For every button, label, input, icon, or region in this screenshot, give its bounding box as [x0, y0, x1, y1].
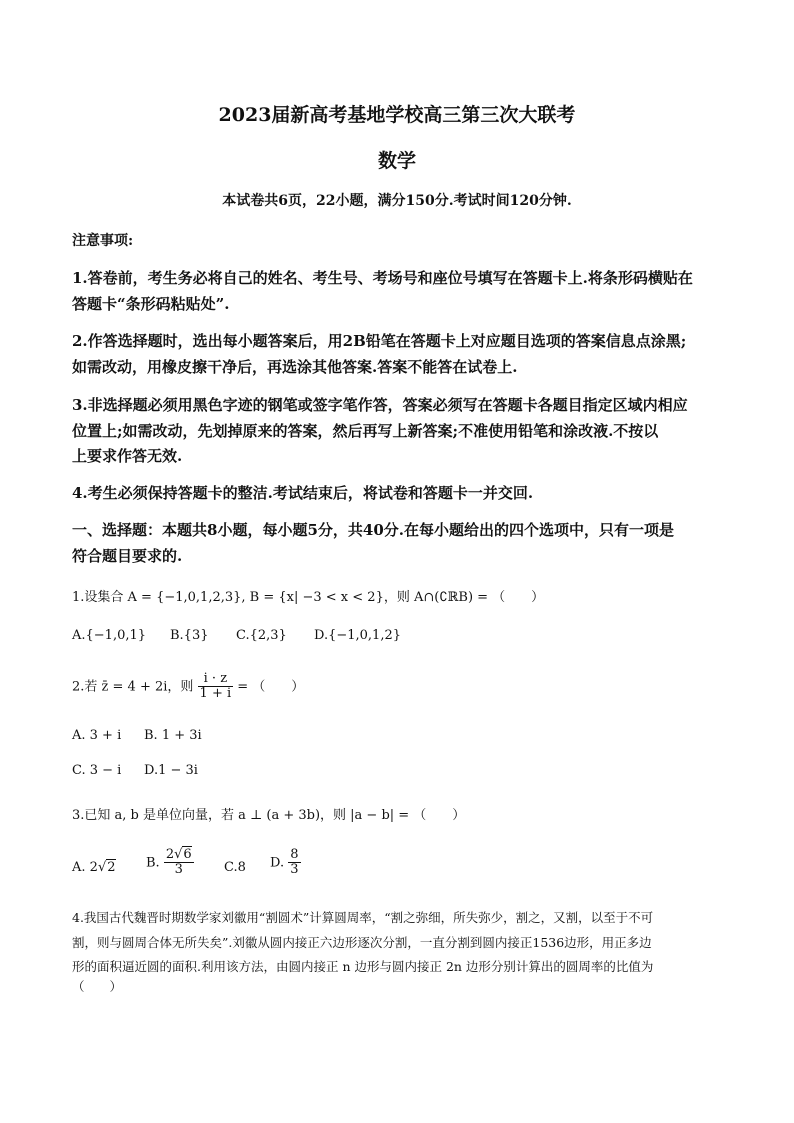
q1-option-d: D.{−1,0,1,2}	[314, 628, 402, 643]
q3-option-b	[146, 848, 194, 878]
q2-fraction-numerator: i · z	[198, 672, 234, 687]
q3-option-a-label: A. 2	[72, 860, 98, 875]
q1-stem: 1.设集合 A = {−1,0,1,2,3}, B = {x| −3 < x < 2}，则 A∩(∁ℝB) = （ ）	[72, 590, 545, 605]
exam-title: 2023届新高考基地学校高三第三次大联考	[218, 104, 576, 126]
note-1-line-2: 答题卡“条形码粘贴处”.	[72, 295, 230, 313]
note-3-line-2: 位置上;如需改动，先划掉原来的答案，然后再写上新答案;不准使用铅笔和涂改液.不按以	[72, 422, 659, 440]
q3-option-d-fraction	[288, 848, 300, 878]
q1-option-b: B.{3}	[170, 628, 209, 643]
q2-fraction	[198, 672, 234, 702]
q3-option-b-numerator: 2√6	[165, 847, 192, 862]
q1-option-c: C.{2,3}	[236, 628, 287, 643]
section-1-line-2: 符合题目要求的.	[72, 547, 183, 565]
q3-option-b-fraction	[164, 848, 194, 878]
q3-option-c: C.8	[224, 860, 246, 875]
q2-stem	[72, 672, 304, 702]
note-3-line-3: 上要求作答无效.	[72, 447, 183, 465]
q3-option-d-label: D.	[270, 855, 285, 871]
q4-line-4: （ ）	[72, 979, 123, 994]
q2-stem-post: = （ ）	[237, 679, 305, 695]
q2-fraction-denominator: 1 + i	[199, 686, 232, 702]
q3-option-d	[270, 848, 301, 878]
note-4: 4.考生必须保持答题卡的整洁.考试结束后，将试卷和答题卡一并交回.	[72, 484, 534, 502]
q3-stem: 3.已知 a, b 是单位向量，若 a ⊥ (a + 3b)，则 |a − b| = （ ）	[72, 808, 466, 823]
q3-option-d-numerator: 8	[290, 847, 299, 862]
q2-option-a: A. 3 + i	[72, 728, 122, 743]
notes-heading: 注意事项:	[72, 233, 134, 249]
q4-line-2: 割，则与圆周合体无所失矣”.刘徽从圆内接正六边形逐次分割，一直分割到圆内接正1536边形，用正多边	[72, 935, 652, 950]
q2-option-d: D.1 − 3i	[144, 763, 198, 778]
q4-line-1: 4.我国古代魏晋时期数学家刘徽用“割圆术”计算圆周率，“割之弥细，所失弥少，割之，又割，以至于不可	[72, 910, 654, 925]
q3-option-b-denominator: 3	[174, 862, 183, 878]
q3-option-b-label: B.	[146, 855, 160, 871]
q3-option-b-coef: 2	[165, 847, 175, 862]
q4-line-3: 形的面积逼近圆的面积.利用该方法，由圆内接正 n 边形与圆内接正 2n 边形分别计算出的圆周率的比值为	[72, 959, 654, 974]
note-3-line-1: 3.非选择题必须用黑色字迹的钢笔或签字笔作答，答案必须写在答题卡各题目指定区域内相应	[72, 396, 688, 414]
exam-info: 本试卷共6页，22小题，满分150分.考试时间120分钟.	[222, 193, 572, 209]
note-1-line-1: 1.答卷前，考生务必将自己的姓名、考生号、考场号和座位号填写在答题卡上.将条形码横贴在	[72, 269, 693, 287]
note-2-line-2: 如需改动，用橡皮擦干净后，再选涂其他答案.答案不能答在试卷上.	[72, 358, 518, 376]
q3-option-a: A. 2√2	[72, 860, 116, 875]
q3-option-d-denominator: 3	[290, 862, 299, 878]
q2-option-b: B. 1 + 3i	[144, 728, 202, 743]
q3-option-a-radicand: 2	[107, 860, 116, 875]
q2-stem-pre: 2.若 z̄ = 4 + 2i，则	[72, 679, 194, 695]
section-1-line-1: 一、选择题：本题共8小题，每小题5分，共40分.在每小题给出的四个选项中，只有一项是	[72, 521, 674, 539]
q3-option-b-radicand: 6	[183, 847, 192, 862]
q2-option-c: C. 3 − i	[72, 763, 122, 778]
q1-option-a: A.{−1,0,1}	[72, 628, 147, 643]
subject-title: 数学	[377, 150, 416, 172]
note-2-line-1: 2.作答选择题时，选出每小题答案后，用2B铅笔在答题卡上对应题目选项的答案信息点涂黑;	[72, 332, 687, 350]
